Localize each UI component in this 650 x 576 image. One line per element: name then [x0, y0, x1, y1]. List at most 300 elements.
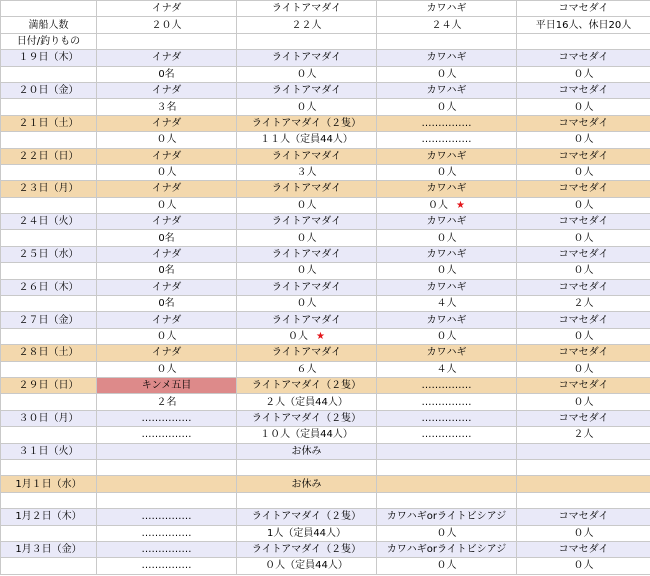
cell-text: ライトアマダイ — [271, 150, 342, 162]
schedule-date-row — [1, 410, 650, 426]
count-cell-fish-light-amadai — [237, 66, 377, 82]
empty-cell — [1, 296, 97, 312]
schedule-date-row — [1, 181, 650, 197]
trip-cell-fish-kawahagi — [377, 214, 517, 230]
count-cell-fish-komasedai — [517, 492, 650, 508]
cell-value: 1人（定員44人） — [266, 527, 347, 539]
empty-cell — [1, 558, 97, 574]
count-cell-fish-light-amadai — [237, 525, 377, 541]
trip-cell-fish-inada — [97, 443, 237, 459]
count-cell-fish-komasedai — [517, 164, 650, 180]
trip-cell-fish-komasedai — [517, 246, 650, 262]
schedule-count-row — [1, 296, 650, 312]
trip-cell-fish-light-amadai — [237, 82, 377, 98]
trip-cell-fish-light-amadai — [237, 214, 377, 230]
cell-text: イナダ — [151, 117, 182, 129]
date-cell — [1, 312, 97, 328]
schedule-count-row — [1, 427, 650, 443]
count-cell-fish-kawahagi — [377, 230, 517, 246]
cell-text: …………… — [421, 117, 472, 129]
cell-text: お休み — [291, 478, 322, 490]
trip-cell-fish-komasedai — [517, 50, 650, 66]
cell-value: ０人 — [296, 265, 317, 277]
schedule-date-row — [1, 279, 650, 295]
count-cell-fish-light-amadai — [237, 99, 377, 115]
trip-cell-fish-komasedai — [517, 214, 650, 230]
cell-text: イナダ — [151, 347, 182, 359]
cell-value: …………… — [141, 527, 192, 539]
trip-cell-fish-kawahagi — [377, 476, 517, 492]
cell-text: カワハギ — [426, 314, 467, 326]
count-cell-fish-kawahagi — [377, 164, 517, 180]
cell-value: ２人 — [573, 298, 594, 310]
cell-value: ０人 — [573, 232, 594, 244]
trip-cell-fish-kawahagi — [377, 115, 517, 131]
date-cell — [1, 377, 97, 393]
count-cell-fish-light-amadai — [237, 427, 377, 443]
date-cell — [1, 148, 97, 164]
empty-cell — [1, 164, 97, 180]
empty-cell — [1, 230, 97, 246]
cell-value: ０人 — [156, 167, 177, 179]
count-cell-fish-inada — [97, 99, 237, 115]
trip-cell-fish-inada — [97, 82, 237, 98]
date-cell — [1, 476, 97, 492]
trip-cell-fish-inada — [97, 509, 237, 525]
cell-text: イナダ — [151, 314, 182, 326]
count-cell-fish-kawahagi — [377, 525, 517, 541]
schedule-date-row — [1, 82, 650, 98]
empty-cell — [1, 361, 97, 377]
cell-value: ０人 — [436, 527, 457, 539]
cell-value: ０人 — [296, 298, 317, 310]
count-cell-fish-light-amadai — [237, 296, 377, 312]
cell-text: ライトアマダイ（２隻） — [251, 380, 362, 392]
cell-text: ライトアマダイ — [271, 347, 342, 359]
cell-text: …………… — [421, 380, 472, 392]
schedule-date-row — [1, 246, 650, 262]
cell-text: コマセダイ — [558, 150, 609, 162]
count-cell-fish-kawahagi — [377, 132, 517, 148]
schedule-count-row — [1, 492, 650, 508]
star-icon: ★ — [456, 199, 465, 211]
count-cell-fish-komasedai — [517, 132, 650, 148]
count-cell-fish-kawahagi — [377, 197, 517, 213]
empty-cell — [1, 99, 97, 115]
trip-cell-fish-inada — [97, 115, 237, 131]
cell-value: 0名 — [158, 232, 175, 244]
count-cell-fish-light-amadai — [237, 230, 377, 246]
count-cell-fish-inada — [97, 66, 237, 82]
count-cell-fish-kawahagi — [377, 492, 517, 508]
cell-value: ０人 — [573, 101, 594, 113]
capacity-row — [1, 17, 650, 33]
cell-text: …………… — [141, 511, 192, 523]
trip-cell-fish-komasedai — [517, 476, 650, 492]
cell-text: コマセダイ — [558, 216, 609, 228]
date-cell — [1, 50, 97, 66]
schedule-count-row — [1, 394, 650, 410]
count-cell-fish-kawahagi — [377, 459, 517, 475]
date-cell — [1, 509, 97, 525]
cell-text: ライトアマダイ — [271, 249, 342, 261]
trip-cell-fish-kawahagi — [377, 541, 517, 557]
cell-text: カワハギ — [426, 347, 467, 359]
count-cell-fish-kawahagi — [377, 361, 517, 377]
count-cell-fish-komasedai — [517, 230, 650, 246]
trip-cell-fish-komasedai — [517, 312, 650, 328]
capacity-kawahagi: ２４人 — [377, 17, 517, 33]
cell-text: コマセダイ — [558, 117, 609, 129]
cell-text: ２３日（月） — [18, 183, 79, 195]
cell-value: ０人 — [436, 560, 457, 572]
schedule-date-row — [1, 50, 650, 66]
cell-text: ２１日（土） — [18, 117, 79, 129]
count-cell-fish-inada — [97, 525, 237, 541]
count-cell-fish-light-amadai — [237, 394, 377, 410]
schedule-date-row — [1, 541, 650, 557]
trip-cell-fish-kawahagi — [377, 181, 517, 197]
cell-text: ライトアマダイ（２隻） — [251, 511, 362, 523]
schedule-date-row — [1, 115, 650, 131]
cell-text: ２５日（水） — [18, 249, 79, 261]
schedule-date-row — [1, 377, 650, 393]
header-fish-light-amadai: ライトアマダイ — [237, 1, 377, 17]
count-cell-fish-light-amadai — [237, 459, 377, 475]
count-cell-fish-light-amadai — [237, 361, 377, 377]
schedule-count-row — [1, 328, 650, 344]
cell-value: ４人 — [436, 363, 457, 375]
cell-value: ０人 — [573, 331, 594, 342]
cell-value: ０人 — [573, 167, 594, 179]
count-cell-fish-light-amadai — [237, 164, 377, 180]
cell-text: ３１日（火） — [18, 445, 79, 457]
cell-text: カワハギ — [426, 249, 467, 261]
trip-cell-fish-light-amadai — [237, 541, 377, 557]
trip-cell-fish-inada — [97, 181, 237, 197]
date-cell — [1, 410, 97, 426]
count-cell-fish-inada — [97, 558, 237, 574]
schedule-date-row — [1, 476, 650, 492]
date-cell — [1, 246, 97, 262]
trip-cell-fish-kawahagi — [377, 50, 517, 66]
schedule-date-row — [1, 345, 650, 361]
cell-value: ０人 — [296, 232, 317, 244]
empty-cell — [1, 263, 97, 279]
header-fish-kawahagi: カワハギ — [377, 1, 517, 17]
capacity-label: 満船人数 — [1, 17, 97, 33]
cell-text: カワハギ — [426, 85, 467, 97]
trip-cell-fish-light-amadai — [237, 312, 377, 328]
trip-cell-fish-light-amadai — [237, 377, 377, 393]
cell-text: ライトアマダイ — [271, 52, 342, 64]
trip-cell-fish-light-amadai — [237, 181, 377, 197]
cell-text: コマセダイ — [558, 544, 609, 556]
count-cell-fish-inada — [97, 263, 237, 279]
cell-text: ２７日（金） — [18, 314, 79, 326]
trip-cell-fish-komasedai — [517, 509, 650, 525]
cell-value: ２名 — [156, 396, 177, 408]
date-cell — [1, 345, 97, 361]
count-cell-fish-kawahagi — [377, 296, 517, 312]
cell-value: …………… — [421, 429, 472, 441]
count-cell-fish-kawahagi — [377, 427, 517, 443]
cell-text: ライトアマダイ — [271, 183, 342, 195]
trip-cell-fish-kawahagi — [377, 82, 517, 98]
cell-text: コマセダイ — [558, 249, 609, 261]
cell-text: カワハギorライトビシアジ — [386, 511, 507, 523]
cell-text: ２９日（日） — [18, 380, 79, 392]
cell-value: 0名 — [158, 265, 175, 277]
cell-value: ３人 — [296, 167, 317, 179]
count-cell-fish-komasedai — [517, 263, 650, 279]
trip-cell-fish-inada — [97, 377, 237, 393]
cell-value: ２人 — [573, 429, 594, 441]
cell-value: ０人 — [156, 331, 177, 342]
schedule-count-row — [1, 164, 650, 180]
count-cell-fish-komasedai — [517, 525, 650, 541]
cell-value: ０人 — [436, 265, 457, 277]
cell-value: ０人 — [573, 134, 594, 146]
trip-cell-fish-inada — [97, 345, 237, 361]
trip-cell-fish-inada — [97, 541, 237, 557]
cell-text: ライトアマダイ（２隻） — [251, 117, 362, 129]
cell-text: コマセダイ — [558, 183, 609, 195]
count-cell-fish-kawahagi — [377, 66, 517, 82]
count-cell-fish-komasedai — [517, 296, 650, 312]
count-cell-fish-inada — [97, 164, 237, 180]
trip-cell-fish-light-amadai — [237, 246, 377, 262]
count-cell-fish-light-amadai — [237, 328, 377, 344]
cell-value: ０人 — [156, 363, 177, 375]
empty-cell — [517, 33, 650, 49]
date-cell — [1, 82, 97, 98]
trip-cell-fish-inada — [97, 312, 237, 328]
empty-cell — [1, 459, 97, 475]
schedule-count-row — [1, 525, 650, 541]
trip-cell-fish-kawahagi — [377, 410, 517, 426]
schedule-count-row — [1, 66, 650, 82]
trip-cell-fish-light-amadai — [237, 148, 377, 164]
cell-text: イナダ — [151, 249, 182, 261]
trip-cell-fish-komasedai — [517, 181, 650, 197]
cell-value: ０人 — [573, 527, 594, 539]
trip-cell-fish-inada — [97, 246, 237, 262]
cell-value: １０人（定員44人） — [260, 429, 353, 441]
count-cell-fish-inada — [97, 230, 237, 246]
cell-value: 0名 — [158, 298, 175, 310]
count-cell-fish-inada — [97, 328, 237, 344]
trip-cell-fish-light-amadai — [237, 509, 377, 525]
count-cell-fish-kawahagi — [377, 328, 517, 344]
cell-text: カワハギ — [426, 183, 467, 195]
star-icon: ★ — [316, 331, 325, 342]
cell-value: ０人 — [573, 396, 594, 408]
empty-cell — [1, 427, 97, 443]
cell-text: カワハギ — [426, 281, 467, 293]
trip-cell-fish-komasedai — [517, 345, 650, 361]
empty-cell — [1, 525, 97, 541]
trip-cell-fish-light-amadai — [237, 50, 377, 66]
empty-cell — [1, 197, 97, 213]
cell-value: ０人 — [156, 134, 177, 146]
schedule-date-row — [1, 312, 650, 328]
cell-text: コマセダイ — [558, 281, 609, 293]
header-fish-komasedai: コマセダイ — [517, 1, 650, 17]
schedule-count-row — [1, 263, 650, 279]
trip-cell-fish-light-amadai — [237, 115, 377, 131]
trip-cell-fish-inada — [97, 148, 237, 164]
schedule-date-row — [1, 214, 650, 230]
cell-text: 1月１日（水） — [15, 478, 82, 490]
schedule-date-row — [1, 509, 650, 525]
cell-text: ２０日（金） — [18, 85, 79, 97]
count-cell-fish-kawahagi — [377, 558, 517, 574]
count-cell-fish-inada — [97, 427, 237, 443]
count-cell-fish-inada — [97, 492, 237, 508]
trip-cell-fish-inada — [97, 410, 237, 426]
cell-value: ０人 — [573, 68, 594, 80]
schedule-count-row — [1, 230, 650, 246]
count-cell-fish-kawahagi — [377, 263, 517, 279]
cell-value: ４人 — [436, 298, 457, 310]
cell-text: コマセダイ — [558, 380, 609, 392]
cell-text: カワハギ — [426, 216, 467, 228]
trip-cell-fish-kawahagi — [377, 279, 517, 295]
cell-value: ６人 — [296, 363, 317, 375]
cell-value: ０人 — [428, 199, 449, 211]
trip-cell-fish-kawahagi — [377, 312, 517, 328]
schedule-count-row — [1, 361, 650, 377]
cell-value: ２人（定員44人） — [265, 396, 348, 408]
cell-value: ０人 — [436, 331, 457, 342]
cell-value: ０人 — [296, 199, 317, 211]
count-cell-fish-light-amadai — [237, 197, 377, 213]
empty-cell — [1, 66, 97, 82]
cell-value: 0名 — [158, 68, 175, 80]
trip-cell-fish-kawahagi — [377, 443, 517, 459]
date-cell — [1, 214, 97, 230]
cell-text: イナダ — [151, 85, 182, 97]
cell-value: …………… — [141, 560, 192, 572]
cell-value: ０人 — [573, 560, 594, 572]
cell-text: ２８日（土） — [18, 347, 79, 359]
cell-value: ０人（定員44人） — [265, 560, 348, 572]
empty-cell — [1, 328, 97, 344]
cell-value: ０人 — [436, 101, 457, 113]
cell-value: ０人 — [436, 167, 457, 179]
capacity-komasedai: 平日16人、休日20人 — [517, 17, 650, 33]
trip-cell-fish-light-amadai — [237, 279, 377, 295]
count-cell-fish-light-amadai — [237, 558, 377, 574]
header-fish-inada: イナダ — [97, 1, 237, 17]
cell-value: …………… — [141, 429, 192, 441]
empty-cell — [1, 492, 97, 508]
cell-text: イナダ — [151, 216, 182, 228]
count-cell-fish-inada — [97, 361, 237, 377]
trip-cell-fish-kawahagi — [377, 246, 517, 262]
fish-header-row — [1, 1, 650, 17]
cell-value: ０人 — [288, 331, 309, 342]
cell-text: コマセダイ — [558, 347, 609, 359]
cell-value: …………… — [421, 134, 472, 146]
cell-text: カワハギorライトビシアジ — [386, 544, 507, 556]
schedule-count-row — [1, 558, 650, 574]
trip-cell-fish-light-amadai — [237, 476, 377, 492]
empty-cell — [377, 33, 517, 49]
date-cell — [1, 115, 97, 131]
capacity-light-amadai: ２２人 — [237, 17, 377, 33]
count-cell-fish-komasedai — [517, 66, 650, 82]
cell-text: コマセダイ — [558, 412, 609, 424]
cell-value: ０人 — [436, 232, 457, 244]
count-cell-fish-komasedai — [517, 394, 650, 410]
cell-text: コマセダイ — [558, 511, 609, 523]
cell-text: イナダ — [151, 183, 182, 195]
count-cell-fish-light-amadai — [237, 132, 377, 148]
cell-text: コマセダイ — [558, 314, 609, 326]
empty-cell — [237, 33, 377, 49]
cell-text: イナダ — [151, 281, 182, 293]
cell-value: ０人 — [573, 199, 594, 211]
trip-cell-fish-komasedai — [517, 410, 650, 426]
date-cell — [1, 181, 97, 197]
cell-value: １１人（定員44人） — [260, 134, 353, 146]
count-cell-fish-kawahagi — [377, 394, 517, 410]
trip-cell-fish-kawahagi — [377, 345, 517, 361]
cell-value: ０人 — [156, 199, 177, 211]
cell-text: ライトアマダイ（２隻） — [251, 544, 362, 556]
count-cell-fish-light-amadai — [237, 492, 377, 508]
count-cell-fish-kawahagi — [377, 99, 517, 115]
count-cell-fish-komasedai — [517, 361, 650, 377]
trip-cell-fish-light-amadai — [237, 345, 377, 361]
trip-cell-fish-komasedai — [517, 443, 650, 459]
count-cell-fish-komasedai — [517, 328, 650, 344]
cell-text: …………… — [421, 412, 472, 424]
trip-cell-fish-inada — [97, 279, 237, 295]
empty-cell — [1, 132, 97, 148]
cell-text: ３０日（月） — [18, 412, 79, 424]
cell-text: コマセダイ — [558, 85, 609, 97]
trip-cell-fish-inada — [97, 476, 237, 492]
trip-cell-fish-komasedai — [517, 541, 650, 557]
count-cell-fish-komasedai — [517, 459, 650, 475]
cell-value: ０人 — [573, 265, 594, 277]
cell-text: カワハギ — [426, 52, 467, 64]
cell-value: …………… — [421, 396, 472, 408]
date-cell — [1, 443, 97, 459]
schedule-count-row — [1, 132, 650, 148]
schedule-count-row — [1, 99, 650, 115]
cell-text: ２４日（火） — [18, 216, 79, 228]
trip-cell-fish-kawahagi — [377, 509, 517, 525]
empty-cell — [1, 394, 97, 410]
capacity-inada: ２０人 — [97, 17, 237, 33]
trip-cell-fish-light-amadai — [237, 443, 377, 459]
trip-cell-fish-inada — [97, 214, 237, 230]
header-corner-cell — [1, 1, 97, 17]
schedule-date-row — [1, 443, 650, 459]
count-cell-fish-inada — [97, 394, 237, 410]
cell-text: 1月３日（金） — [15, 544, 82, 556]
cell-text: ライトアマダイ（２隻） — [251, 412, 362, 424]
cell-text: 1月２日（木） — [15, 511, 82, 523]
trip-cell-fish-komasedai — [517, 115, 650, 131]
cell-text: １９日（木） — [18, 52, 79, 64]
cell-value: ０人 — [436, 68, 457, 80]
cell-text: ライトアマダイ — [271, 85, 342, 97]
